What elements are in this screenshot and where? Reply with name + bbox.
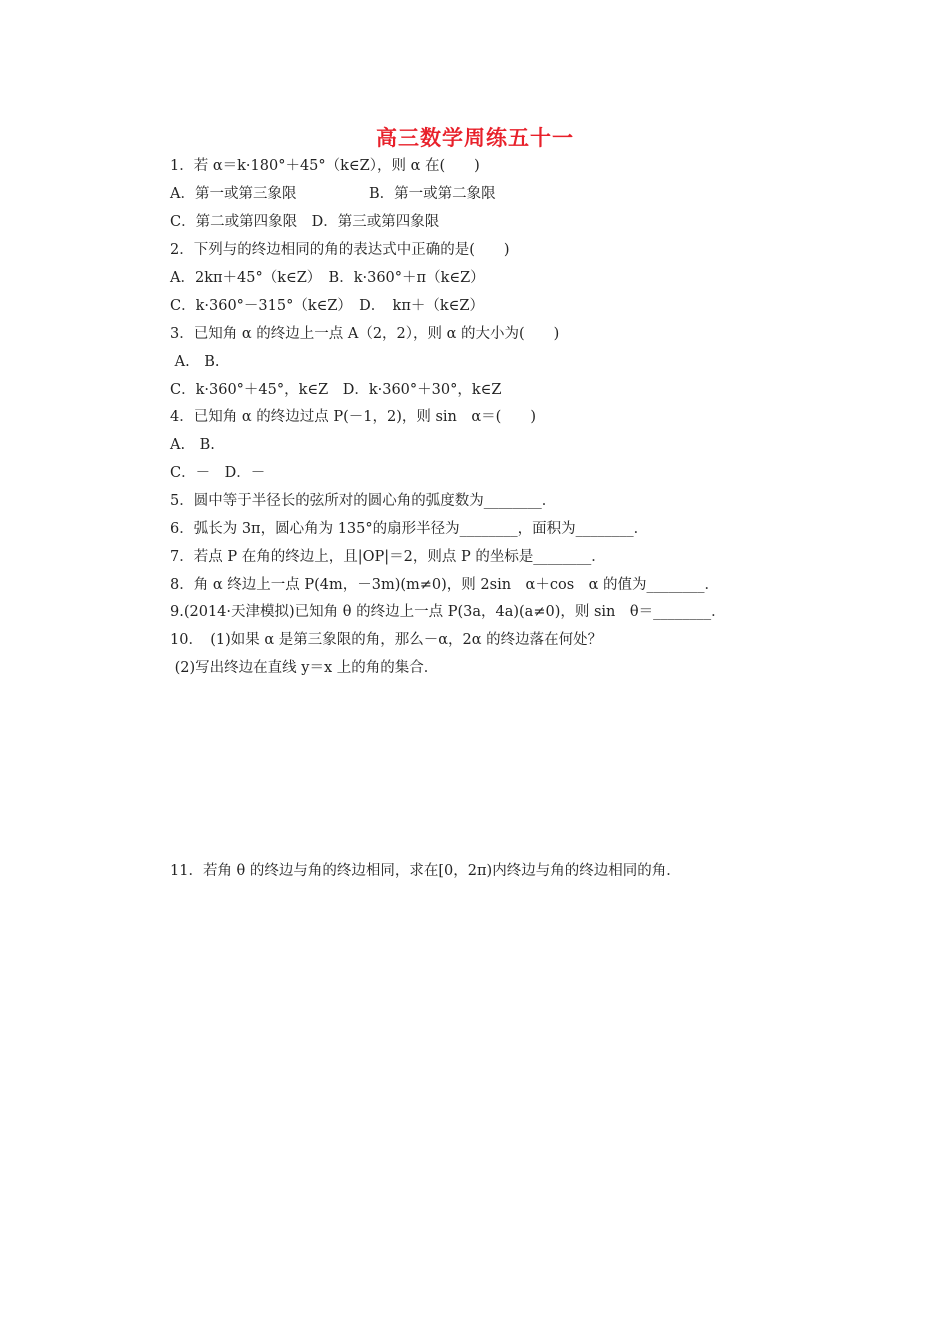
- question-3-options-cd: C．k·360°＋45°，k∈Z D．k·360°＋30°，k∈Z: [170, 382, 502, 398]
- question-3-options-ab: A. B.: [170, 354, 220, 370]
- question-10-part-1: 10． (1)如果 α 是第三象限的角，那么－α，2α 的终边落在何处？: [170, 632, 603, 648]
- question-1: 1．若 α＝k·180°＋45°（k∈Z），则 α 在( ): [170, 158, 480, 174]
- question-6: 6．弧长为 3π，圆心角为 135°的扇形半径为________，面积为________．: [170, 521, 649, 537]
- question-4-options-ab: A. B.: [170, 437, 215, 453]
- question-11: 11．若角 θ 的终边与角的终边相同，求在[0，2π)内终边与角的终边相同的角．: [170, 863, 681, 879]
- question-9: 9.(2014·天津模拟)已知角 θ 的终边上一点 P(3a，4a)(a≠0)，则 sin θ＝________．: [170, 604, 726, 620]
- question-8: 8．角 α 终边上一点 P(4m，－3m)(m≠0)，则 2sin α＋cos α 的值为________．: [170, 577, 720, 593]
- question-5: 5．圆中等于半径长的弦所对的圆心角的弧度数为________．: [170, 493, 557, 509]
- question-2-options-ab: A．2kπ＋45°（k∈Z） B．k·360°＋π（k∈Z）: [170, 270, 485, 286]
- question-10-part-2: (2)写出终边在直线 y＝x 上的角的集合．: [170, 660, 439, 676]
- question-4-options-cd: C．－ D．－: [170, 465, 266, 481]
- question-1-options-ab: A．第一或第三象限 B．第一或第二象限: [170, 186, 496, 202]
- question-3: 3．已知角 α 的终边上一点 A（2，2），则 α 的大小为( ): [170, 326, 560, 342]
- question-2-options-cd: C．k·360°－315°（k∈Z） D． kπ＋（k∈Z）: [170, 298, 484, 314]
- question-1-options-cd: C．第二或第四象限 D．第三或第四象限: [170, 214, 440, 230]
- page-title: 高三数学周练五十一: [376, 126, 574, 150]
- question-2: 2．下列与的终边相同的角的表达式中正确的是( ): [170, 242, 510, 258]
- question-7: 7．若点 P 在角的终边上，且|OP|＝2，则点 P 的坐标是________．: [170, 549, 606, 565]
- question-4: 4．已知角 α 的终边过点 P(－1，2)，则 sin α＝( ): [170, 409, 536, 425]
